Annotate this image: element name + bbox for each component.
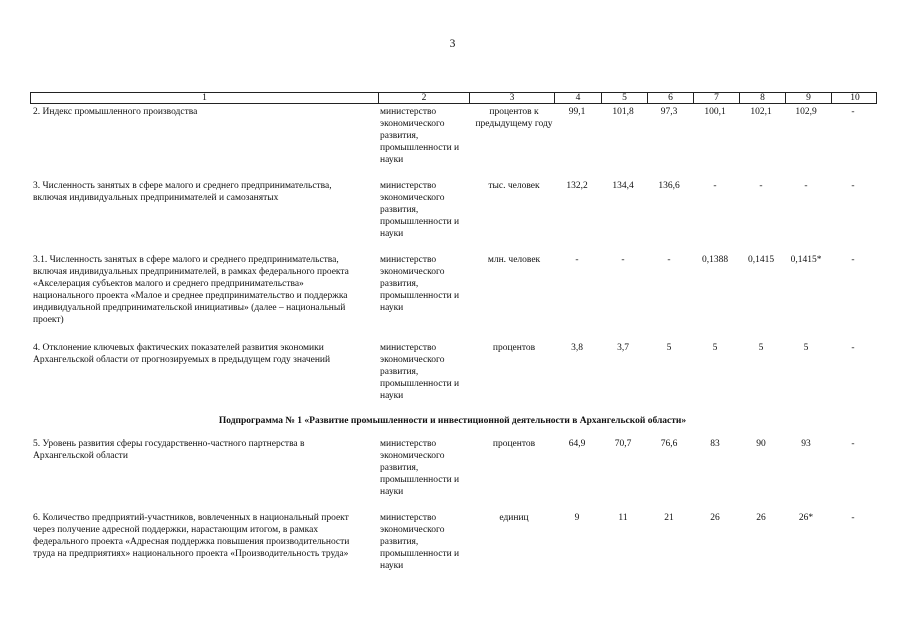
value-col-4: 9 [574, 513, 580, 523]
header-col-8: 8 [739, 93, 785, 103]
header-col-2: 2 [378, 93, 469, 103]
unit: тыс. человек [488, 181, 540, 191]
header-col-10: 10 [831, 93, 878, 103]
indicator-name: 3. Численность занятых в сфере малого и среднего предпринимательства, включая индивидуальных предпринимателей и самозанятых [33, 181, 332, 203]
value-col-5: 3,7 [617, 343, 629, 353]
column-number-header [30, 92, 877, 104]
value-col-8: 90 [756, 439, 766, 449]
responsible-ministry: министерство экономического развития, промышленности и науки [380, 107, 460, 165]
header-col-9: 9 [785, 93, 831, 103]
value-col-9: 0,1415* [790, 255, 822, 265]
indicator-name: 2. Индекс промышленного производства [33, 107, 198, 117]
value-col-9: 102,9 [795, 107, 817, 117]
responsible-ministry: министерство экономического развития, промышленности и науки [380, 343, 460, 401]
value-col-6: 5 [666, 343, 672, 353]
responsible-ministry: министерство экономического развития, промышленности и науки [380, 181, 460, 239]
page-number: 3 [449, 38, 456, 50]
value-col-10: - [851, 343, 855, 353]
value-col-6: - [667, 255, 671, 265]
value-col-10: - [851, 107, 855, 117]
responsible-ministry: министерство экономического развития, промышленности и науки [380, 255, 460, 313]
value-col-5: 11 [618, 513, 628, 523]
unit: единиц [499, 513, 529, 523]
value-col-6: 76,6 [660, 439, 678, 449]
responsible-ministry: министерство экономического развития, промышленности и науки [380, 439, 460, 497]
value-col-5: 134,4 [612, 181, 634, 191]
value-col-4: 99,1 [568, 107, 586, 117]
indicator-name: 3.1. Численность занятых в сфере малого и среднего предпринимательства, включая индивидуальных предпринимателей, в рамках федерального проекта «Акселерация субъектов малого и среднего предпринимательства» национального проекта «Малое и среднее предпринимательство и поддержка индивидуальной предпринимательской инициативы» (далее – национальный проект) [33, 255, 349, 325]
value-col-8: 102,1 [750, 107, 772, 117]
indicator-name: 6. Количество предприятий-участников, вовлеченных в национальный проект через получение адресной поддержки, нарастающим итогом, в рамках федерального проекта «Адресная поддержка повышения производительности труда на предприятиях» национального проекта «Производительность труда» [33, 513, 350, 559]
value-col-9: 26* [798, 513, 814, 523]
value-col-10: - [851, 181, 855, 191]
unit: процентов [492, 439, 536, 449]
value-col-8: 0,1415 [747, 255, 775, 265]
value-col-4: - [575, 255, 579, 265]
value-col-7: - [713, 181, 717, 191]
value-col-7: 26 [710, 513, 720, 523]
value-col-8: 26 [756, 513, 766, 523]
value-col-8: 5 [758, 343, 764, 353]
header-col-5: 5 [601, 93, 647, 103]
value-col-4: 3,8 [571, 343, 583, 353]
unit: млн. человек [487, 255, 541, 265]
value-col-4: 132,2 [566, 181, 588, 191]
header-col-6: 6 [647, 93, 693, 103]
value-col-7: 0,1388 [701, 255, 729, 265]
value-col-5: 70,7 [614, 439, 632, 449]
value-col-7: 83 [710, 439, 720, 449]
value-col-9: - [804, 181, 808, 191]
responsible-ministry: министерство экономического развития, промышленности и науки [380, 513, 460, 571]
value-col-8: - [759, 181, 763, 191]
unit: процентов к предыдущему году [475, 107, 553, 129]
unit: процентов [492, 343, 536, 353]
value-col-10: - [851, 513, 855, 523]
value-col-5: - [621, 255, 625, 265]
header-col-4: 4 [554, 93, 601, 103]
value-col-5: 101,8 [612, 107, 634, 117]
indicator-name: 5. Уровень развития сферы государственно-частного партнерства в Архангельской области [33, 439, 305, 461]
header-col-7: 7 [693, 93, 739, 103]
value-col-4: 64,9 [568, 439, 586, 449]
subprogram-title: Подпрограмма № 1 «Развитие промышленности и инвестиционной деятельности в Архангельской области» [218, 416, 687, 426]
value-col-6: 21 [664, 513, 674, 523]
header-col-3: 3 [469, 93, 554, 103]
value-col-7: 5 [712, 343, 718, 353]
value-col-9: 5 [803, 343, 809, 353]
indicator-name: 4. Отклонение ключевых фактических показателей развития экономики Архангельской области от прогнозируемых в предыдущем году значений [33, 343, 331, 365]
value-col-9: 93 [801, 439, 811, 449]
value-col-7: 100,1 [704, 107, 726, 117]
value-col-6: 136,6 [658, 181, 680, 191]
value-col-10: - [851, 439, 855, 449]
header-col-1: 1 [202, 93, 207, 103]
value-col-6: 97,3 [660, 107, 678, 117]
value-col-10: - [851, 255, 855, 265]
